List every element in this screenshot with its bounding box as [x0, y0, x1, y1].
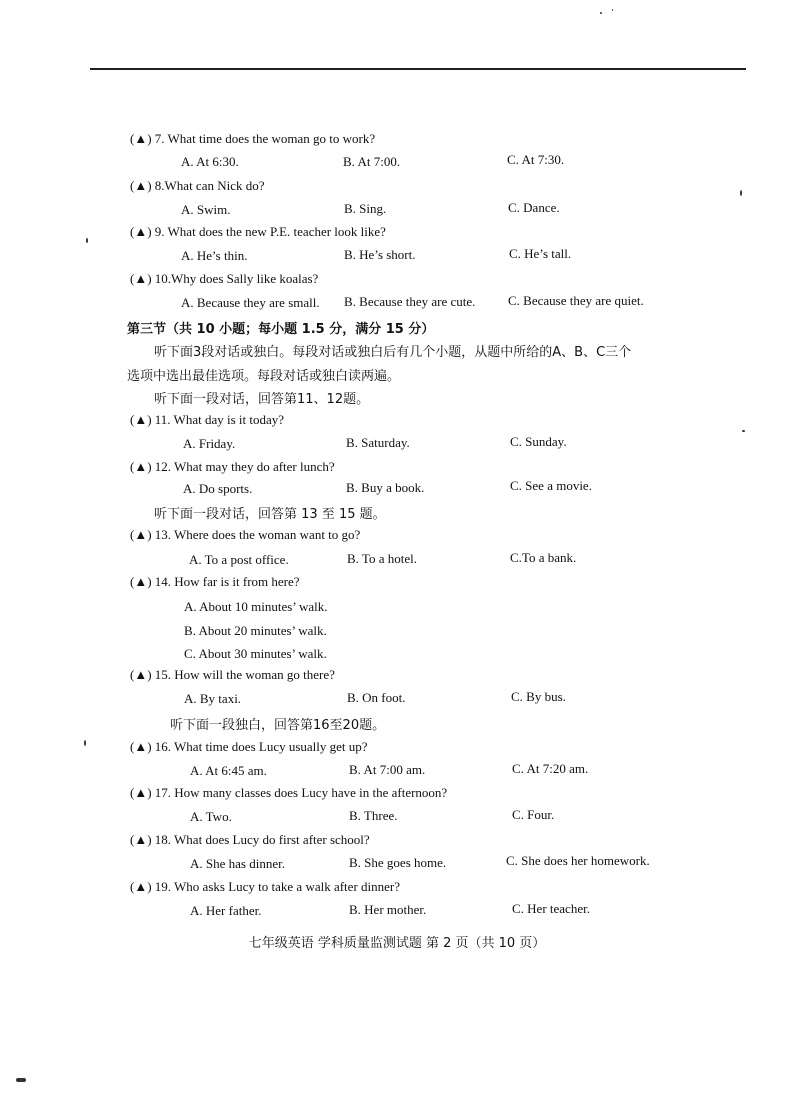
- question-stem: (▲) 19. Who asks Lucy to take a walk after dinner?: [130, 879, 401, 894]
- option-a: A. At 6:30.: [181, 154, 239, 169]
- option-a: A. Friday.: [183, 436, 236, 451]
- scan-speck: [16, 1078, 26, 1082]
- option-a: A. To a post office.: [189, 552, 289, 567]
- option-b: B. At 7:00.: [343, 154, 401, 169]
- scan-speck: [612, 9, 613, 11]
- option-b: B. At 7:00 am.: [349, 762, 426, 777]
- section-instruction: 选项中选出最佳选项。每段对话或独白读两遍。: [127, 369, 401, 384]
- scan-speck: [742, 430, 745, 432]
- option-c: C. He’s tall.: [509, 246, 572, 261]
- option-a: A. Two.: [190, 809, 232, 824]
- option-b: B. She goes home.: [349, 855, 447, 870]
- part-intro: 听下面一段独白，回答第16至20题。: [170, 718, 386, 733]
- option-a: A. Do sports.: [183, 481, 253, 496]
- question-stem: (▲) 15. How will the woman go there?: [130, 667, 335, 682]
- question-stem: (▲) 18. What does Lucy do first after school?: [130, 832, 370, 847]
- question-stem: (▲) 10.Why does Sally like koalas?: [130, 271, 319, 286]
- question-stem: (▲) 11. What day is it today?: [130, 412, 285, 427]
- option-a: A. Because they are small.: [181, 295, 320, 310]
- option-c: C. At 7:20 am.: [512, 761, 589, 776]
- part-intro: 听下面一段对话，回答第11、12题。: [154, 392, 370, 407]
- option-b: B. Sing.: [344, 201, 387, 216]
- option-a: A. She has dinner.: [190, 856, 285, 871]
- scan-speck: [86, 238, 88, 243]
- question-stem: (▲) 7. What time does the woman go to work?: [130, 131, 376, 146]
- option-c: C. Four.: [512, 807, 555, 822]
- question-stem: (▲) 12. What may they do after lunch?: [130, 459, 335, 474]
- question-stem: (▲) 14. How far is it from here?: [130, 574, 300, 589]
- option-a: A. By taxi.: [184, 691, 242, 706]
- question-stem: (▲) 17. How many classes does Lucy have in the afternoon?: [130, 785, 448, 800]
- option-b: B. Three.: [349, 808, 398, 823]
- question-stem: (▲) 13. Where does the woman want to go?: [130, 527, 361, 542]
- option-c: C.To a bank.: [510, 550, 577, 565]
- option-a: A. About 10 minutes’ walk.: [184, 599, 328, 614]
- option-a: A. Swim.: [181, 202, 231, 217]
- question-stem: (▲) 8.What can Nick do?: [130, 178, 265, 193]
- scan-speck: [600, 12, 602, 14]
- option-a: A. Her father.: [190, 903, 262, 918]
- page-footer: 七年级英语 学科质量监测试题 第 2 页（共 10 页）: [248, 936, 546, 951]
- option-b: B. About 20 minutes’ walk.: [184, 623, 327, 638]
- question-stem: (▲) 16. What time does Lucy usually get up?: [130, 739, 368, 754]
- option-a: A. He’s thin.: [181, 248, 248, 263]
- option-c: C. Her teacher.: [512, 901, 590, 916]
- section-title: 第三节（共 10 小题；每小题 1.5 分，满分 15 分）: [127, 322, 435, 337]
- option-b: B. Saturday.: [346, 435, 410, 450]
- option-b: B. Her mother.: [349, 902, 427, 917]
- part-intro: 听下面一段对话，回答第 13 至 15 题。: [154, 507, 386, 522]
- scan-speck: [84, 740, 86, 746]
- scan-speck: [740, 190, 742, 196]
- option-b: B. To a hotel.: [347, 551, 417, 566]
- option-b: B. Buy a book.: [346, 480, 425, 495]
- option-c: C. Sunday.: [510, 434, 567, 449]
- question-stem: (▲) 9. What does the new P.E. teacher look like?: [130, 224, 386, 239]
- option-b: B. He’s short.: [344, 247, 416, 262]
- option-c: C. Dance.: [508, 200, 560, 215]
- option-c: C. She does her homework.: [506, 853, 650, 868]
- option-a: A. At 6:45 am.: [190, 763, 267, 778]
- option-c: C. At 7:30.: [507, 152, 565, 167]
- option-c: C. Because they are quiet.: [508, 293, 644, 308]
- option-b: B. On foot.: [347, 690, 406, 705]
- option-c: C. See a movie.: [510, 478, 592, 493]
- section-instruction: 听下面3段对话或独白。每段对话或独白后有几个小题，从题中所给的A、B、C三个: [154, 345, 632, 360]
- option-c: C. By bus.: [511, 689, 566, 704]
- option-c: C. About 30 minutes’ walk.: [184, 646, 327, 661]
- option-b: B. Because they are cute.: [344, 294, 476, 309]
